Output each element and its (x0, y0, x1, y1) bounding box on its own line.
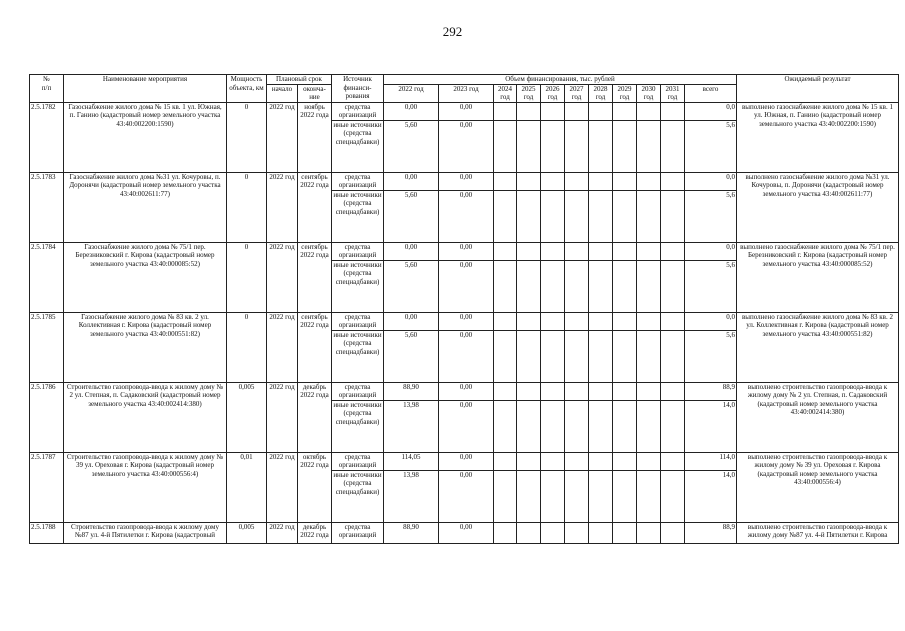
value-2023: 0,00 (439, 102, 494, 120)
row-capacity: 0,005 (227, 382, 267, 452)
empty-cell (517, 330, 541, 382)
empty-cell (517, 172, 541, 190)
empty-cell (494, 400, 517, 452)
value-2022: 0,00 (384, 242, 439, 260)
year-header: 2029 год (613, 84, 637, 102)
empty-cell (589, 172, 613, 190)
value-2023: 0,00 (439, 190, 494, 242)
empty-cell (565, 400, 589, 452)
empty-cell (613, 452, 637, 470)
empty-cell (565, 190, 589, 242)
col-funding-header: Объем финансирования, тыс. рублей (384, 75, 737, 85)
value-2023: 0,00 (439, 452, 494, 470)
empty-cell (613, 522, 637, 543)
empty-cell (613, 242, 637, 260)
empty-cell (661, 242, 685, 260)
row-end: октябрь 2022 года (298, 452, 332, 522)
row-total: 114,0 (685, 452, 737, 470)
empty-cell (589, 260, 613, 312)
col-source-header: Источник финанси-рования (332, 75, 384, 103)
empty-cell (494, 522, 517, 543)
empty-cell (565, 120, 589, 172)
empty-cell (494, 330, 517, 382)
value-2023: 0,00 (439, 382, 494, 400)
value-2023: 0,00 (439, 522, 494, 543)
empty-cell (541, 330, 565, 382)
empty-cell (541, 312, 565, 330)
empty-cell (661, 120, 685, 172)
row-source: средства организаций (332, 382, 384, 400)
row-number: 2.5.1782 (30, 102, 64, 172)
empty-cell (637, 382, 661, 400)
row-total: 0,0 (685, 312, 737, 330)
row-total: 5,6 (685, 120, 737, 172)
row-start: 2022 год (267, 452, 298, 522)
empty-cell (613, 382, 637, 400)
row-source: средства организаций (332, 452, 384, 470)
empty-cell (541, 120, 565, 172)
empty-cell (494, 190, 517, 242)
empty-cell (661, 382, 685, 400)
row-result: выполнено строительство газопровода-ввода к жилому дому №87 ул. 4-й Пятилетки г. Кирова (737, 522, 899, 543)
empty-cell (661, 312, 685, 330)
empty-cell (565, 242, 589, 260)
empty-cell (589, 242, 613, 260)
value-2023: 0,00 (439, 172, 494, 190)
row-result: выполнено газоснабжение жилого дома № 15 кв. 1 ул. Южная, п. Ганино (кадастровый номер земельного участка 43:40:002200:1590) (737, 102, 899, 172)
row-name: Строительство газопровода-ввода к жилому дому № 39 ул. Ореховая г. Кирова (кадастровый номер земельного участка 43:40:000556:4) (64, 452, 227, 522)
empty-cell (613, 190, 637, 242)
funding-table (29, 74, 899, 544)
col-capacity-header: Мощность объекта, км (227, 75, 267, 103)
empty-cell (517, 190, 541, 242)
row-result: выполнено строительство газопровода-ввода к жилому дому № 39 ул. Ореховая г. Кирова (кадастровый номер земельного участка 43:40:000556:4) (737, 452, 899, 522)
value-2022: 5,60 (384, 190, 439, 242)
row-name: Газоснабжение жилого дома № 75/1 пер. Березниковский г. Кирова (кадастровый номер земельного участка 43:40:000085:52) (64, 242, 227, 312)
empty-cell (541, 452, 565, 470)
value-2022: 0,00 (384, 172, 439, 190)
value-2022: 13,98 (384, 400, 439, 452)
empty-cell (637, 260, 661, 312)
row-end: декабрь 2022 года (298, 522, 332, 543)
row-capacity: 0 (227, 102, 267, 172)
value-2022: 13,98 (384, 470, 439, 522)
empty-cell (565, 382, 589, 400)
year-header: 2031 год (661, 84, 685, 102)
row-capacity: 0 (227, 172, 267, 242)
empty-cell (637, 172, 661, 190)
empty-cell (517, 260, 541, 312)
empty-cell (589, 330, 613, 382)
empty-cell (637, 452, 661, 470)
value-2023: 0,00 (439, 312, 494, 330)
empty-cell (494, 260, 517, 312)
empty-cell (494, 120, 517, 172)
empty-cell (661, 522, 685, 543)
empty-cell (494, 102, 517, 120)
table-row (30, 242, 899, 260)
empty-cell (589, 190, 613, 242)
empty-cell (565, 312, 589, 330)
value-2023: 0,00 (439, 120, 494, 172)
row-total: 88,9 (685, 382, 737, 400)
empty-cell (637, 400, 661, 452)
col-name-header: Наименование мероприятия (64, 75, 227, 103)
row-capacity: 0,005 (227, 522, 267, 543)
year-header: 2027 год (565, 84, 589, 102)
value-2023: 0,00 (439, 330, 494, 382)
empty-cell (661, 172, 685, 190)
empty-cell (613, 400, 637, 452)
row-total: 5,6 (685, 330, 737, 382)
empty-cell (541, 522, 565, 543)
empty-cell (517, 382, 541, 400)
row-total: 5,6 (685, 190, 737, 242)
row-end: ноябрь 2022 года (298, 102, 332, 172)
row-source: средства организаций (332, 172, 384, 190)
empty-cell (541, 102, 565, 120)
empty-cell (637, 102, 661, 120)
row-source: средства организаций (332, 102, 384, 120)
empty-cell (589, 102, 613, 120)
empty-cell (517, 470, 541, 522)
row-name: Газоснабжение жилого дома № 15 кв. 1 ул. Южная, п. Ганино (кадастровый номер земельного участка 43:40:002200:1590) (64, 102, 227, 172)
row-start: 2022 год (267, 382, 298, 452)
empty-cell (589, 522, 613, 543)
value-2022: 88,90 (384, 522, 439, 543)
empty-cell (637, 242, 661, 260)
empty-cell (637, 470, 661, 522)
row-source: средства организаций (332, 522, 384, 543)
empty-cell (517, 452, 541, 470)
row-source: иные источники (средства спецнадбавки) (332, 260, 384, 312)
table-row (30, 522, 899, 543)
empty-cell (589, 120, 613, 172)
table-row (30, 312, 899, 330)
empty-cell (613, 312, 637, 330)
empty-cell (517, 522, 541, 543)
value-2023: 0,00 (439, 400, 494, 452)
col-result-header: Ожидаемый результат (737, 75, 899, 103)
table-row (30, 382, 899, 400)
row-source: иные источники (средства спецнадбавки) (332, 470, 384, 522)
year-header: 2026 год (541, 84, 565, 102)
empty-cell (517, 120, 541, 172)
row-end: сентябрь 2022 года (298, 242, 332, 312)
empty-cell (541, 260, 565, 312)
row-name: Строительство газопровода-ввода к жилому дому №87 ул. 4-й Пятилетки г. Кирова (кадастровый (64, 522, 227, 543)
row-capacity: 0 (227, 242, 267, 312)
value-2022: 5,60 (384, 260, 439, 312)
value-2022: 88,90 (384, 382, 439, 400)
value-2023: 0,00 (439, 242, 494, 260)
row-start: 2022 год (267, 522, 298, 543)
empty-cell (494, 470, 517, 522)
row-result: выполнено строительство газопровода-ввода к жилому дому № 2 ул. Степная, п. Садаковский (кадастровый номер земельного участка 43:40:002414:380) (737, 382, 899, 452)
empty-cell (494, 172, 517, 190)
empty-cell (613, 172, 637, 190)
row-number: 2.5.1783 (30, 172, 64, 242)
empty-cell (541, 190, 565, 242)
empty-cell (494, 312, 517, 330)
empty-cell (613, 330, 637, 382)
value-2022: 114,05 (384, 452, 439, 470)
row-total: 0,0 (685, 242, 737, 260)
table-row (30, 452, 899, 470)
year-header: 2024 год (494, 84, 517, 102)
empty-cell (494, 242, 517, 260)
empty-cell (613, 102, 637, 120)
year-header: 2030 год (637, 84, 661, 102)
empty-cell (589, 400, 613, 452)
empty-cell (613, 120, 637, 172)
empty-cell (661, 102, 685, 120)
row-end: сентябрь 2022 года (298, 172, 332, 242)
year-header: 2023 год (439, 84, 494, 102)
empty-cell (589, 470, 613, 522)
col-total-header: всего (685, 84, 737, 102)
empty-cell (517, 400, 541, 452)
empty-cell (541, 400, 565, 452)
row-start: 2022 год (267, 172, 298, 242)
row-total: 0,0 (685, 172, 737, 190)
year-header: 2022 год (384, 84, 439, 102)
empty-cell (613, 260, 637, 312)
row-start: 2022 год (267, 242, 298, 312)
empty-cell (637, 120, 661, 172)
row-total: 88,9 (685, 522, 737, 543)
row-name: Газоснабжение жилого дома № 83 кв. 2 ул. Коллективная г. Кирова (кадастровый номер земельного участка 43:40:000551:82) (64, 312, 227, 382)
value-2022: 5,60 (384, 330, 439, 382)
empty-cell (661, 330, 685, 382)
row-capacity: 0 (227, 312, 267, 382)
row-total: 0,0 (685, 102, 737, 120)
value-2023: 0,00 (439, 260, 494, 312)
empty-cell (494, 452, 517, 470)
value-2022: 5,60 (384, 120, 439, 172)
empty-cell (661, 470, 685, 522)
empty-cell (661, 190, 685, 242)
value-2023: 0,00 (439, 470, 494, 522)
empty-cell (565, 172, 589, 190)
row-number: 2.5.1786 (30, 382, 64, 452)
empty-cell (589, 382, 613, 400)
empty-cell (637, 522, 661, 543)
year-header: 2025 год (517, 84, 541, 102)
row-total: 14,0 (685, 470, 737, 522)
row-end: декабрь 2022 года (298, 382, 332, 452)
empty-cell (637, 190, 661, 242)
value-2022: 0,00 (384, 312, 439, 330)
empty-cell (517, 102, 541, 120)
col-end-header: оконча-ние (298, 84, 332, 102)
row-source: иные источники (средства спецнадбавки) (332, 120, 384, 172)
empty-cell (613, 470, 637, 522)
empty-cell (589, 312, 613, 330)
col-num-header: № п/п (30, 75, 64, 103)
year-header: 2028 год (589, 84, 613, 102)
empty-cell (565, 522, 589, 543)
empty-cell (541, 470, 565, 522)
row-total: 5,6 (685, 260, 737, 312)
empty-cell (637, 312, 661, 330)
empty-cell (494, 382, 517, 400)
value-2022: 0,00 (384, 102, 439, 120)
row-number: 2.5.1784 (30, 242, 64, 312)
row-source: средства организаций (332, 242, 384, 260)
table-row (30, 102, 899, 120)
row-capacity: 0,01 (227, 452, 267, 522)
empty-cell (661, 452, 685, 470)
row-end: сентябрь 2022 года (298, 312, 332, 382)
row-number: 2.5.1787 (30, 452, 64, 522)
empty-cell (637, 330, 661, 382)
empty-cell (541, 382, 565, 400)
row-start: 2022 год (267, 312, 298, 382)
row-result: выполнено газоснабжение жилого дома № 83 кв. 2 ул. Коллективная г. Кирова (кадастровый номер земельного участка 43:40:000551:82) (737, 312, 899, 382)
empty-cell (565, 452, 589, 470)
empty-cell (565, 260, 589, 312)
page-number: 292 (442, 24, 463, 39)
row-source: иные источники (средства спецнадбавки) (332, 330, 384, 382)
row-result: выполнено газоснабжение жилого дома №31 ул. Кочуровы, п. Доронячи (кадастровый номер земельного участка 43:40:002611:77) (737, 172, 899, 242)
table-row (30, 172, 899, 190)
row-number: 2.5.1785 (30, 312, 64, 382)
row-source: средства организаций (332, 312, 384, 330)
row-total: 14,0 (685, 400, 737, 452)
empty-cell (517, 312, 541, 330)
empty-cell (517, 242, 541, 260)
empty-cell (565, 102, 589, 120)
empty-cell (565, 330, 589, 382)
row-name: Газоснабжение жилого дома №31 ул. Кочуровы, п. Доронячи (кадастровый номер земельного участка 43:40:002611:77) (64, 172, 227, 242)
row-source: иные источники (средства спецнадбавки) (332, 400, 384, 452)
row-result: выполнено газоснабжение жилого дома № 75/1 пер. Березниковский г. Кирова (кадастровый номер земельного участка 43:40:000085:52) (737, 242, 899, 312)
empty-cell (589, 452, 613, 470)
row-name: Строительство газопровода-ввода к жилому дому № 2 ул. Степная, п. Садаковский (кадастровый номер земельного участка 43:40:002414:380) (64, 382, 227, 452)
empty-cell (661, 400, 685, 452)
col-term-header: Плановый срок (267, 75, 332, 85)
row-number: 2.5.1788 (30, 522, 64, 543)
empty-cell (565, 470, 589, 522)
row-source: иные источники (средства спецнадбавки) (332, 190, 384, 242)
empty-cell (661, 260, 685, 312)
empty-cell (541, 172, 565, 190)
row-start: 2022 год (267, 102, 298, 172)
empty-cell (541, 242, 565, 260)
col-start-header: начало (267, 84, 298, 102)
